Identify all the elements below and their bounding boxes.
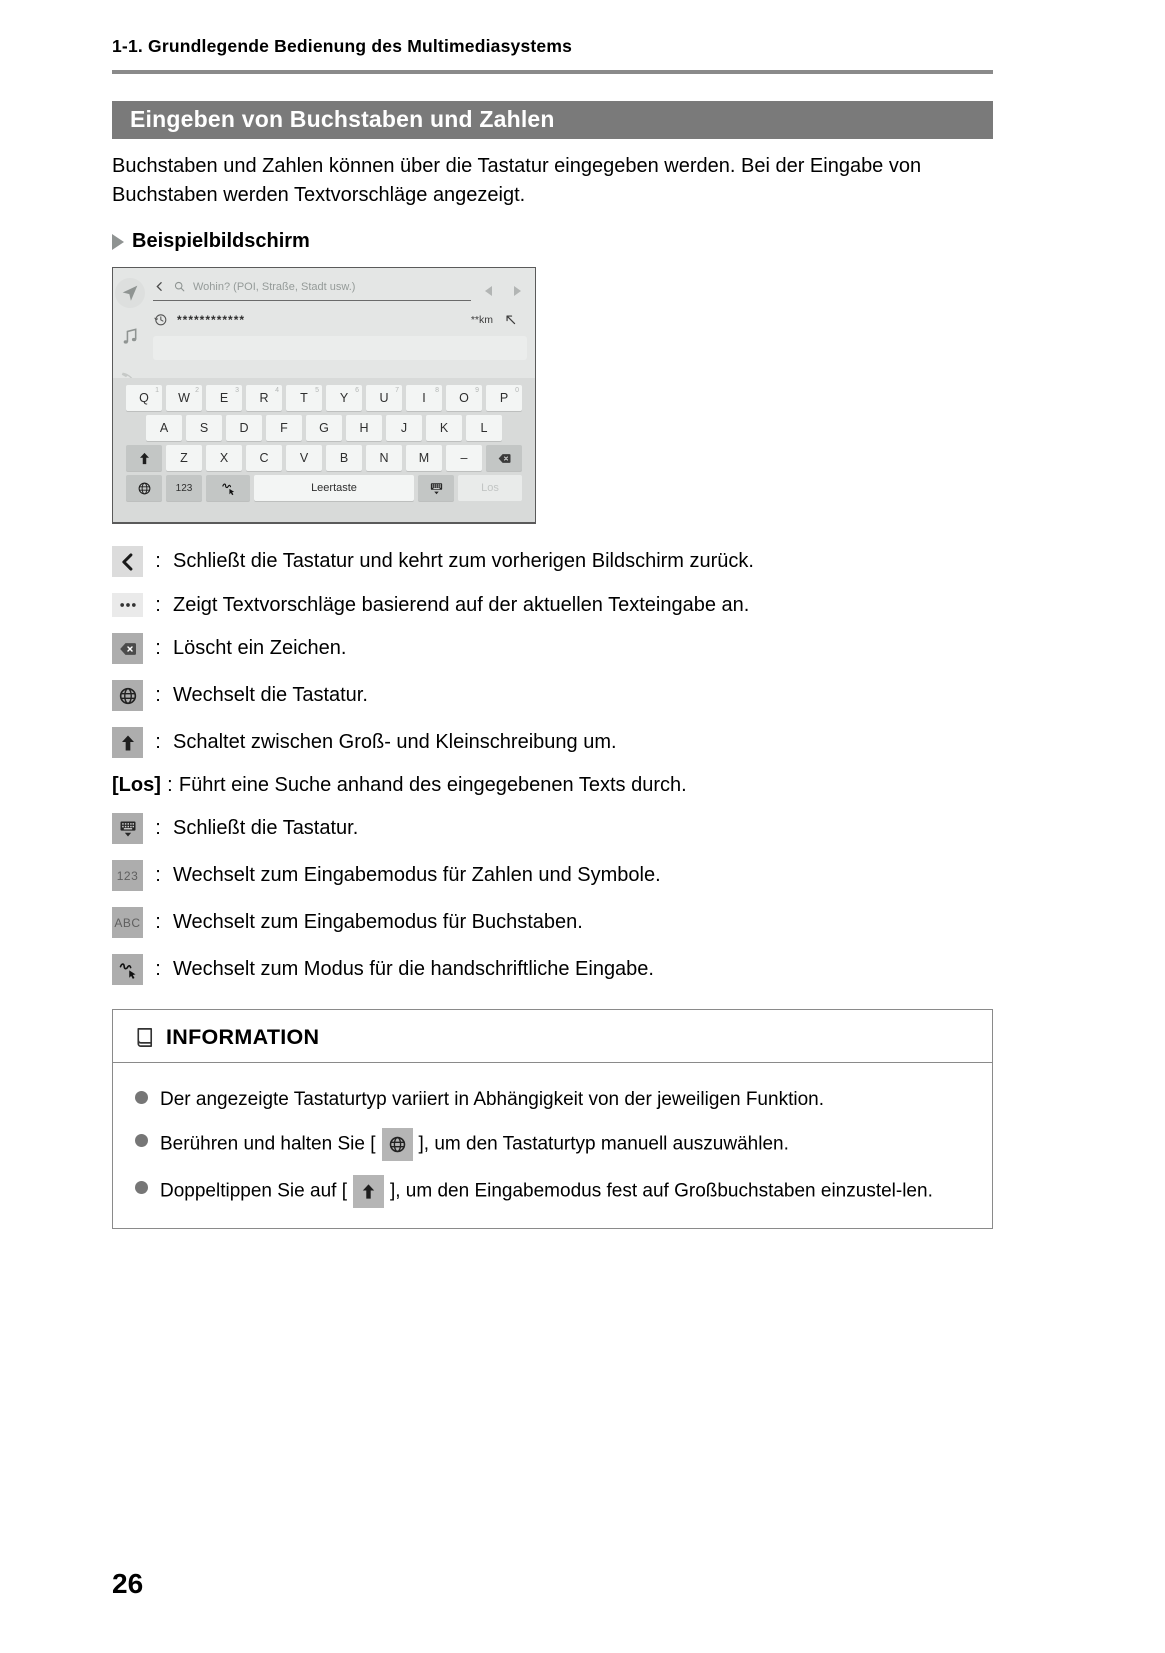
legend-text: Wechselt zum Modus für die handschriftliche Eingabe. xyxy=(173,958,654,980)
key-m: M xyxy=(406,445,442,471)
music-note-icon xyxy=(119,326,141,348)
handwriting-icon xyxy=(112,954,143,985)
globe-icon xyxy=(112,680,143,711)
legend-item-suggestions xyxy=(112,593,993,617)
key-u: U 7 xyxy=(366,385,402,411)
numeric-mode-label: 123 xyxy=(175,482,193,494)
numeric-mode-icon xyxy=(112,860,143,891)
info-bullet xyxy=(135,1085,970,1114)
key-i: I 8 xyxy=(406,385,442,411)
legend-colon: : xyxy=(155,550,161,572)
legend-item-globe xyxy=(112,680,993,711)
key-h: H xyxy=(346,415,382,441)
legend-item-letter-mode xyxy=(112,907,993,938)
globe-key xyxy=(126,475,162,501)
keyboard-hide-icon xyxy=(112,813,143,844)
page-number: 26 xyxy=(112,1568,144,1599)
icon-legend xyxy=(112,546,993,985)
key-f: F xyxy=(266,415,302,441)
section-title: Eingeben von Buchstaben und Zahlen xyxy=(112,101,993,139)
shift-key xyxy=(126,445,162,471)
search-bar xyxy=(153,280,527,301)
key-w: W 2 xyxy=(166,385,202,411)
search-input xyxy=(153,280,471,301)
search-placeholder: Wohin? (POI, Straße, Stadt usw.) xyxy=(193,280,356,293)
key-o: O 9 xyxy=(446,385,482,411)
legend-item-backspace xyxy=(112,633,993,664)
search-icon xyxy=(173,280,186,293)
go-key-label: Los xyxy=(481,482,499,494)
key-x: X xyxy=(206,445,242,471)
legend-colon: : xyxy=(155,731,161,753)
space-key-label: Leertaste xyxy=(311,482,357,494)
space-key xyxy=(254,475,414,501)
legend-text: Schaltet zwischen Groß- und Kleinschreibung um. xyxy=(173,731,617,753)
legend-item-handwriting xyxy=(112,954,993,985)
key-d: D xyxy=(226,415,262,441)
key-z: Z xyxy=(166,445,202,471)
information-header xyxy=(113,1010,992,1062)
key-k: K xyxy=(426,415,462,441)
key-v: V xyxy=(286,445,322,471)
legend-item-shift xyxy=(112,727,993,758)
bullet-text-post: ], um den Tastaturtyp manuell auszuwählen. xyxy=(418,1133,789,1155)
shift-icon xyxy=(112,727,143,758)
bullet-text-pre: Doppeltippen Sie auf [ xyxy=(160,1180,347,1202)
prev-page-icon xyxy=(485,286,492,296)
legend-colon: : xyxy=(155,684,161,706)
shift-icon xyxy=(353,1175,384,1208)
key-l: L xyxy=(466,415,502,441)
numeric-mode-label: 123 xyxy=(116,868,139,883)
back-chevron-icon xyxy=(153,280,166,293)
key-p: P 0 xyxy=(486,385,522,411)
legend-item-los xyxy=(112,774,993,797)
info-bullet xyxy=(135,1175,970,1208)
onscreen-keyboard xyxy=(113,378,535,522)
legend-text: Löscht ein Zeichen. xyxy=(173,637,347,659)
distance-text: **km xyxy=(470,313,493,326)
screenshot-main xyxy=(153,280,527,360)
history-clock-icon xyxy=(153,312,168,327)
book-icon xyxy=(133,1026,156,1049)
kb-row-2 xyxy=(125,415,523,441)
los-label: [Los] xyxy=(112,774,161,796)
numeric-mode-key xyxy=(166,475,202,501)
kb-row-1 xyxy=(125,385,523,411)
breadcrumb: 1-1. Grundlegende Bedienung des Multimediasystems xyxy=(112,36,573,56)
key-b: B xyxy=(326,445,362,471)
key-g: G xyxy=(306,415,342,441)
bullet-icon xyxy=(135,1181,148,1194)
bullet-icon xyxy=(135,1091,148,1104)
key-r: R 4 xyxy=(246,385,282,411)
legend-text: Schließt die Tastatur. xyxy=(173,817,359,839)
pager-arrows xyxy=(485,286,521,296)
key-q: Q 1 xyxy=(126,385,162,411)
legend-item-numeric-mode xyxy=(112,860,993,891)
legend-colon: : xyxy=(167,774,173,796)
legend-colon: : xyxy=(155,864,161,886)
example-heading-label: Beispielbildschirm xyxy=(132,230,310,252)
direction-arrow-icon xyxy=(503,312,518,327)
example-heading xyxy=(112,230,993,253)
information-title: INFORMATION xyxy=(166,1025,320,1049)
key-y: Y 6 xyxy=(326,385,362,411)
legend-colon: : xyxy=(155,817,161,839)
bullet-text-pre: Berühren und halten Sie [ xyxy=(160,1133,376,1155)
legend-colon: : xyxy=(155,911,161,933)
suggestion-strip xyxy=(153,336,527,360)
legend-colon: : xyxy=(155,593,161,616)
key-c: C xyxy=(246,445,282,471)
legend-text: Wechselt zum Eingabemodus für Zahlen und Symbole. xyxy=(173,864,661,886)
history-row xyxy=(153,312,527,327)
triangle-marker-icon xyxy=(112,234,124,250)
legend-item-back xyxy=(112,546,993,577)
information-body xyxy=(113,1063,992,1228)
globe-icon xyxy=(382,1128,413,1161)
key-dash: – xyxy=(446,445,482,471)
masked-entry-text: ************ xyxy=(177,312,246,327)
keyboard-hide-key xyxy=(418,475,454,501)
letter-mode-label: ABC xyxy=(114,915,141,930)
legend-item-hide-keyboard xyxy=(112,813,993,844)
key-n: N xyxy=(366,445,402,471)
letter-mode-icon xyxy=(112,907,143,938)
information-box xyxy=(112,1009,993,1229)
legend-colon: : xyxy=(155,637,161,659)
legend-text: Führt eine Suche anhand des eingegebenen Texts durch. xyxy=(178,774,687,796)
ellipsis-icon xyxy=(112,593,143,617)
key-e: E 3 xyxy=(206,385,242,411)
key-a: A xyxy=(146,415,182,441)
legend-text: Wechselt die Tastatur. xyxy=(173,684,368,706)
legend-text: Schließt die Tastatur und kehrt zum vorherigen Bildschirm zurück. xyxy=(173,550,754,572)
bullet-text: Der angezeigte Tastaturtyp variiert in Abhängigkeit von der jeweiligen Funktion. xyxy=(160,1089,824,1110)
chevron-left-icon xyxy=(112,546,143,577)
key-t: T 5 xyxy=(286,385,322,411)
bullet-text-post: ], um den Eingabemodus fest auf Großbuchstaben einzustel-len. xyxy=(389,1180,933,1202)
navigation-cursor-icon xyxy=(119,282,141,304)
info-bullet xyxy=(135,1128,970,1161)
go-key xyxy=(458,475,522,501)
page-content xyxy=(112,0,993,1229)
header-rule xyxy=(112,70,993,74)
key-j: J xyxy=(386,415,422,441)
backspace-key xyxy=(486,445,522,471)
key-s: S xyxy=(186,415,222,441)
intro-paragraph: Buchstaben und Zahlen können über die Tastatur eingegeben werden. Bei der Eingabe von Buchstaben werden Textvorschläge angezeigt. xyxy=(112,155,922,206)
example-screenshot xyxy=(112,267,536,524)
next-page-icon xyxy=(514,286,521,296)
handwriting-key xyxy=(206,475,250,501)
legend-colon: : xyxy=(155,958,161,980)
bullet-icon xyxy=(135,1134,148,1147)
legend-text: Zeigt Textvorschläge basierend auf der aktuellen Texteingabe an. xyxy=(173,593,750,616)
backspace-icon xyxy=(112,633,143,664)
legend-text: Wechselt zum Eingabemodus für Buchstaben. xyxy=(173,911,583,933)
